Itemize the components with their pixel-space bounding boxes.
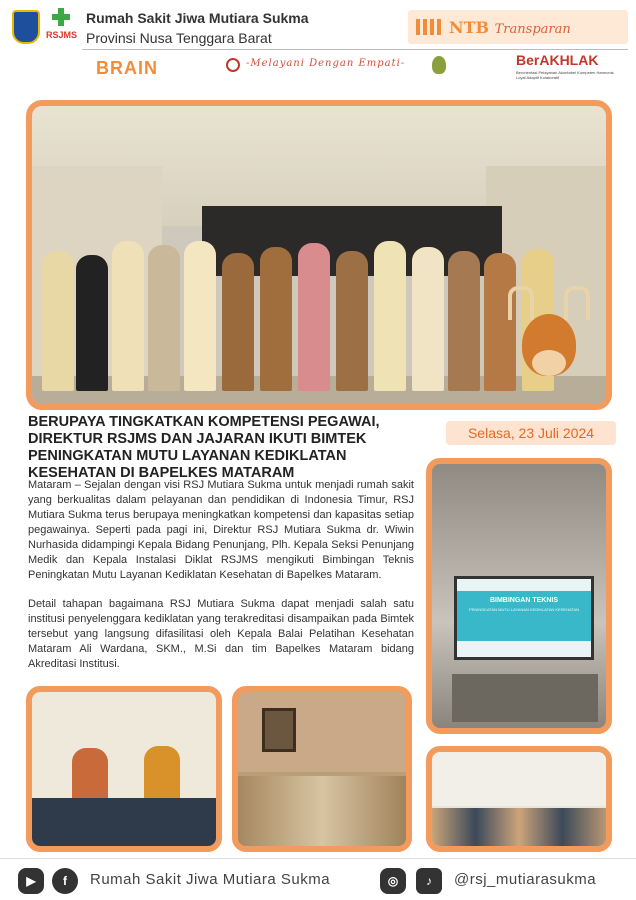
article-paragraph-2: Detail tahapan bagaimana RSJ Mutiara Sukma dapat menjadi salah satu institusi penyelenggara kediklatan yang terakreditasi disampaikan pada Bimtek tersebut yang langsung difasilitasi oleh Kepala Balai Pelatihan Kesehatan Mataram Ali Wardana, SKM., M.Si dan tim Bapelkes Mataram bidang Akreditasi Institusi. [28,598,414,670]
ntb-badge-text: NTB [449,17,490,37]
slide-subtitle: PENINGKATAN MUTU LAYANAN KEDIKLATAN KESEHATAN [468,607,580,612]
audience-photo [232,686,412,852]
berakhlak-logo: BerAKHLAK [516,52,599,68]
page-footer [0,858,636,900]
instagram-icon[interactable]: ◎ [380,868,406,894]
youtube-icon[interactable]: ▶ [18,868,44,894]
footer-hospital-name: Rumah Sakit Jiwa Mutiara Sukma [90,871,331,888]
ntb-badge-script: Transparan [494,21,571,37]
header-divider [82,49,628,50]
hospital-name: Rumah Sakit Jiwa Mutiara Sukma [86,10,309,26]
rsjms-logo-icon [46,8,76,48]
ntb-emblem-icon [12,10,40,44]
brain-label: BRAIN [96,58,158,78]
berakhlak-subtitle: Berorientasi Pelayanan Akuntabel Kompeten Harmonis Loyal Adaptif Kolaboratif [516,70,614,80]
social-handle[interactable]: @rsj_mutiarasukma [454,871,597,888]
page-header [0,0,636,92]
speakers-photo [26,686,222,852]
ntb-transparan-badge [408,10,628,44]
meeting-room-photo [426,746,612,852]
presentation-photo [426,458,612,734]
article-paragraph-1: Mataram – Sejalan dengan visi RSJ Mutiara Sukma untuk menjadi rumah sakit yang berkualitas dalam pelayanan dan pendidikan di Indonesia Timur, RSJ Mutiara Sukma terus berupaya meningkatkan kompetensi dan kapasitas setiap pegawainya. Seperti pada pagi ini, Direktur RSJ Mutiara Sukma dr. Wiwin Nurhasida didampingi Kepala Bidang Penunjang, Plh. Kepala Seksi Penunjang Medik dan Kepala Instalasi Diklat RSJMS mengikuti Bimbingan Teknis Peningkatan Mutu Layanan Kediklatan Kesehatan di Bapelkes Mataram. [28,479,414,581]
tiktok-icon[interactable]: ♪ [416,868,442,894]
article-date: Selasa, 23 Juli 2024 [446,421,616,445]
facebook-icon[interactable]: f [52,868,78,894]
award-logo-icon [432,56,446,74]
article-headline: BERUPAYA TINGKATKAN KOMPETENSI PEGAWAI, DIREKTUR RSJMS DAN JAJARAN IKUTI BIMTEK PENINGKATAN MUTU LAYANAN KEDIKLATAN KESEHATAN DI BAPELKES MATARAM [28,414,380,481]
province-name: Provinsi Nusa Tenggara Barat [86,30,272,46]
article-body [28,478,414,672]
rsjms-logo-text: RSJMS [46,30,78,40]
group-photo [26,100,612,410]
quality-logo-icon [226,58,240,72]
slide-title: BIMBINGAN TEKNIS [489,597,559,604]
tagline: -Melayani Dengan Empati- [246,58,406,69]
deer-mascot-icon [504,286,594,396]
projector-screen [454,576,594,660]
